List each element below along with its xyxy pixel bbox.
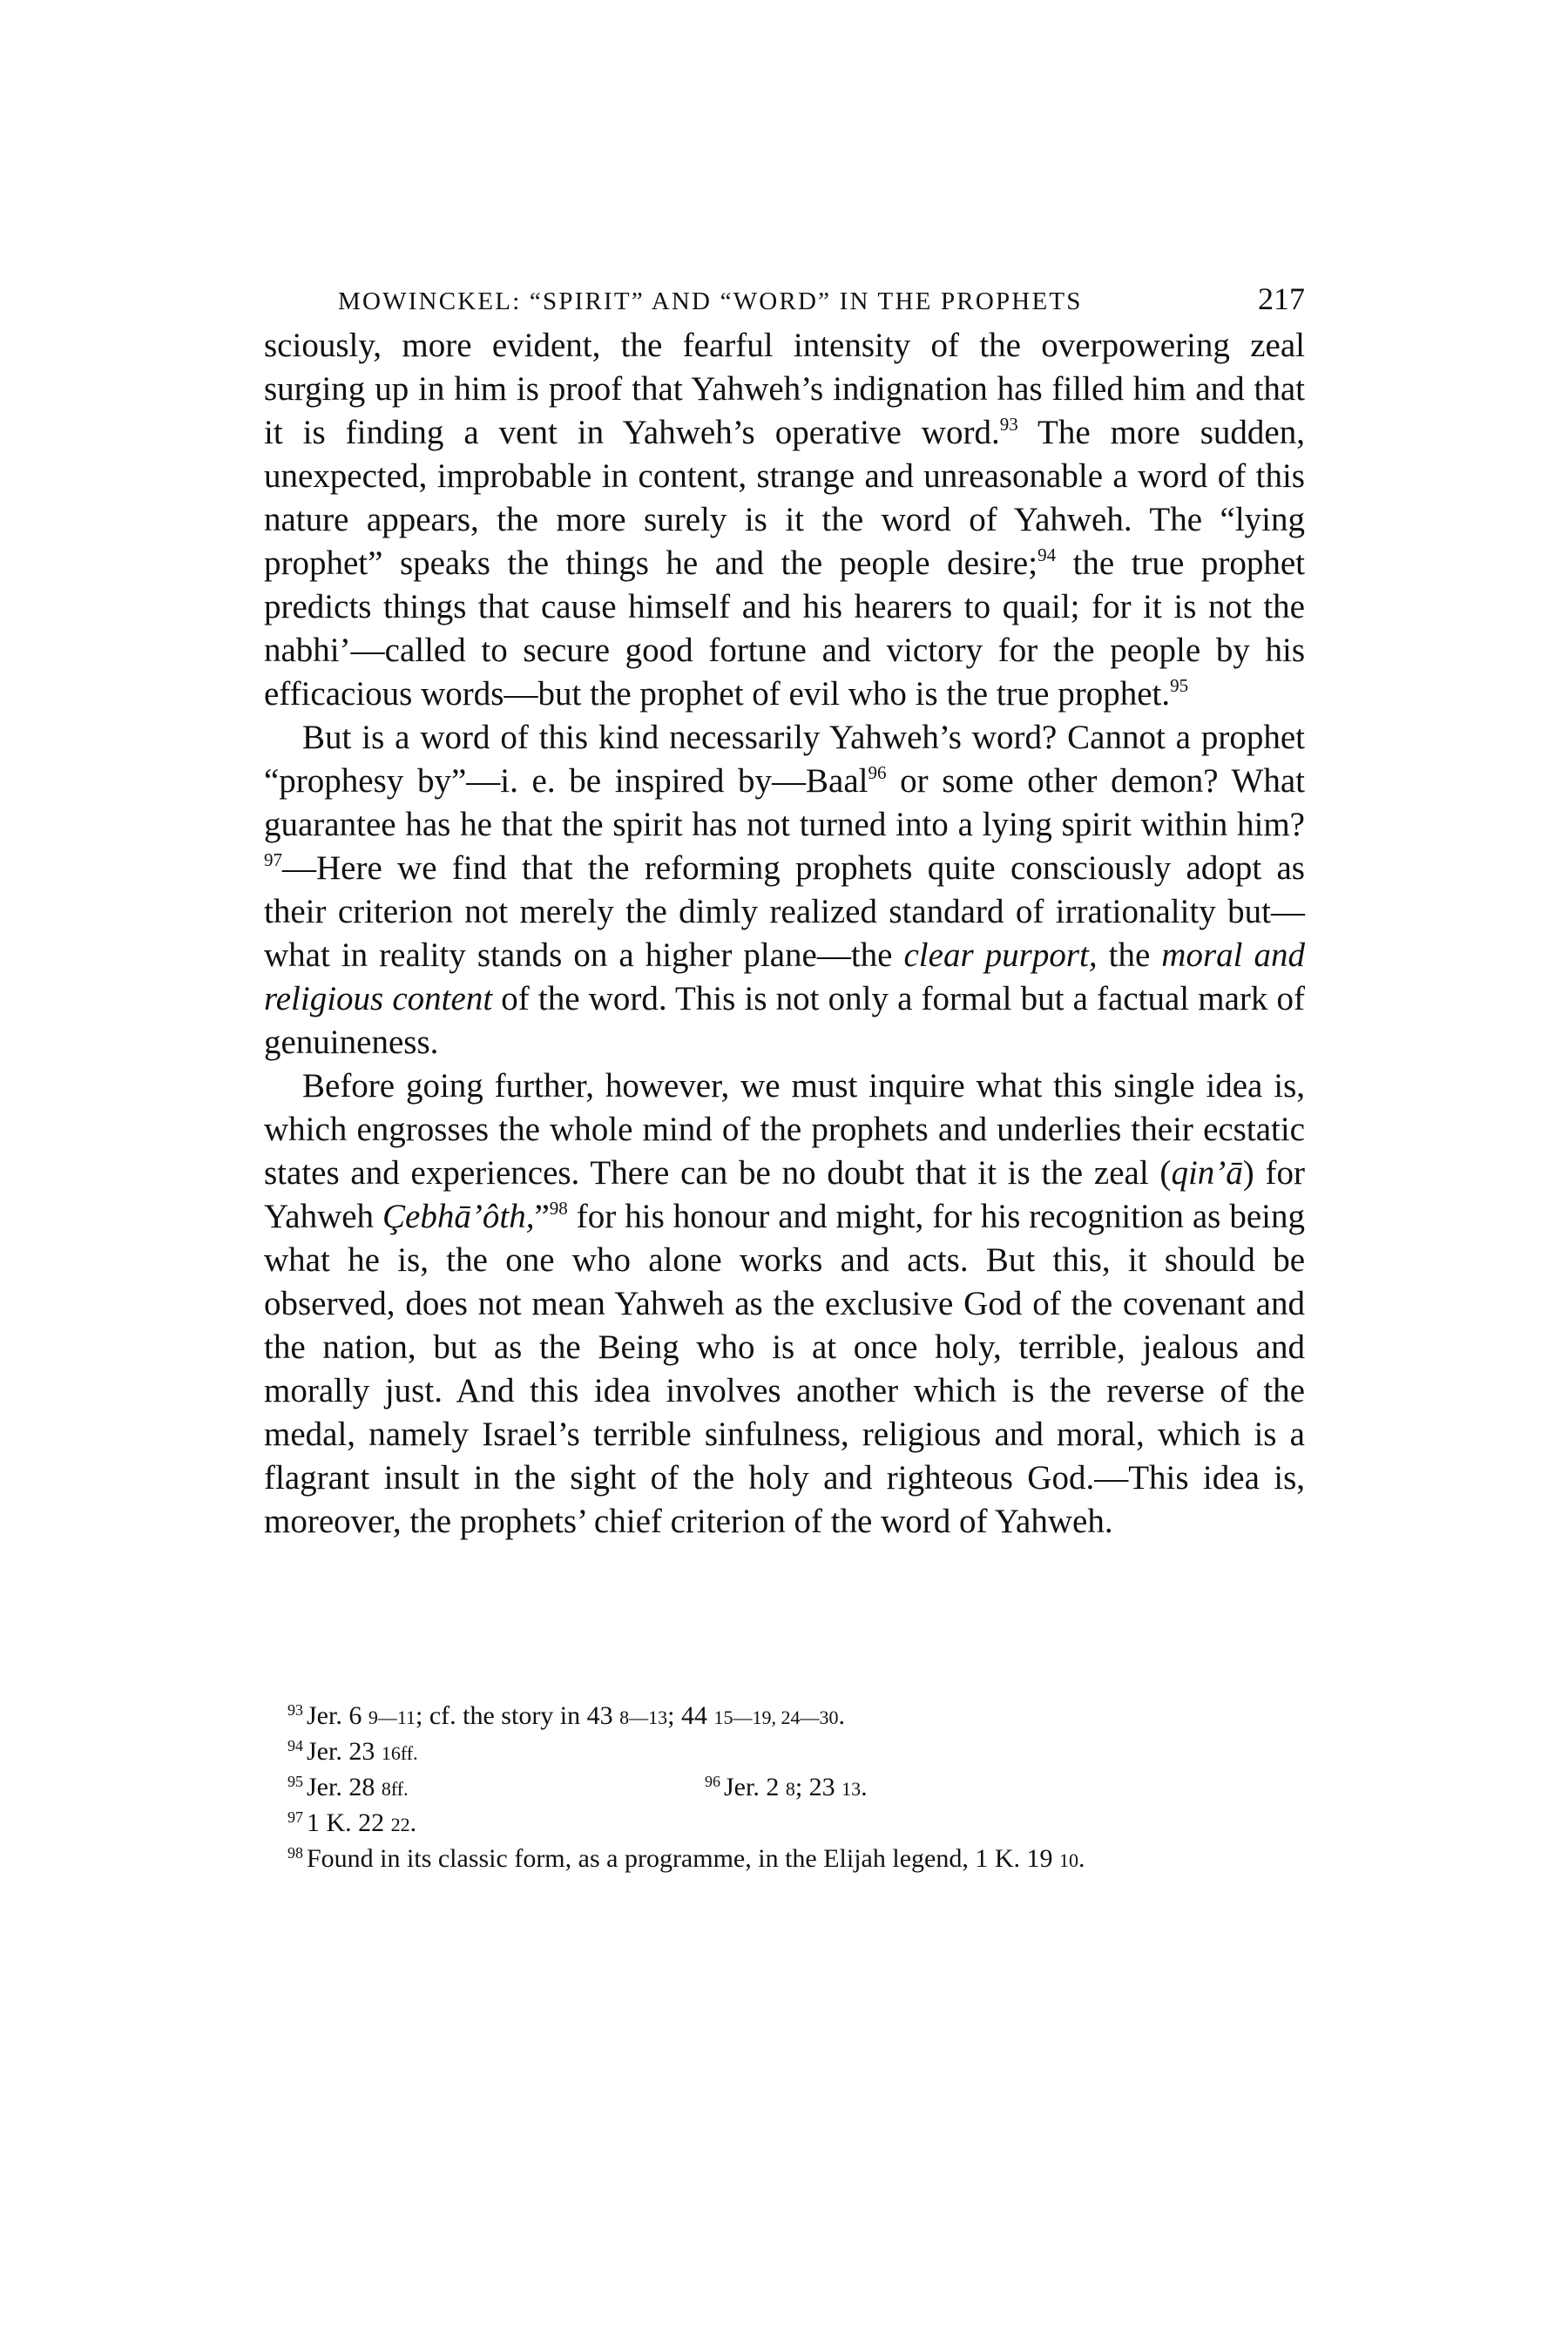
footnote-mark: 93 bbox=[287, 1701, 303, 1719]
footnote-text: Jer. 6 bbox=[307, 1701, 368, 1730]
footnote-98 bbox=[287, 1842, 1311, 1877]
page-number: 217 bbox=[1258, 281, 1305, 316]
footnote-mark: 95 bbox=[287, 1773, 303, 1790]
footnote-text: Found in its classic form, as a programme, in the Elijah legend, 1 K. 19 bbox=[307, 1844, 1059, 1873]
footnote-93 bbox=[287, 1699, 1311, 1734]
footnote-97 bbox=[287, 1806, 1311, 1842]
verse-ref: 10 bbox=[1059, 1849, 1078, 1871]
footnote-text: Jer. 23 bbox=[307, 1737, 382, 1766]
text-run: sciously, more evident, the fearful intensity of the overpowering zeal surging up in him is proof that Yahweh’s indignation has filled him and that it is finding a vent in Yahweh’s operative word. bbox=[264, 327, 1305, 451]
footnote-mark: 98 bbox=[287, 1844, 303, 1862]
verse-ref: 9—11 bbox=[368, 1707, 416, 1728]
italic-clear-purport: clear purport, bbox=[903, 936, 1098, 974]
footnote-ref-97: 97 bbox=[264, 849, 282, 870]
text-run: of the word. This is not only a formal but a factual mark of genuineness. bbox=[264, 980, 1306, 1061]
text-run: —Here we find that the reforming prophets quite consciously adopt as their criterion not merely the dimly realized standard of irrationality but—what in reality stands on a higher plane—the bbox=[264, 849, 1305, 974]
footnote-mark: 94 bbox=[287, 1737, 303, 1754]
footnote-ref-98: 98 bbox=[549, 1198, 568, 1219]
footnote-text: Jer. 28 bbox=[307, 1773, 382, 1801]
italic-cebhaoth: Çebhā’ôth, bbox=[382, 1198, 535, 1235]
text-run: the bbox=[1097, 936, 1162, 974]
verse-ref: 8—13 bbox=[619, 1707, 668, 1728]
running-head bbox=[338, 280, 1305, 317]
italic-qina: qin’ā bbox=[1171, 1154, 1243, 1192]
footnote-94 bbox=[287, 1734, 1311, 1770]
verse-ref: 13 bbox=[841, 1778, 862, 1800]
footnote-text: ; 23 bbox=[794, 1773, 842, 1801]
footnote-text: ; cf. the story in 43 bbox=[416, 1701, 620, 1730]
footnote-96 bbox=[705, 1770, 868, 1806]
footnote-ref-93: 93 bbox=[999, 414, 1018, 435]
text-run: or some other demon? What guarantee has he that the spirit has not turned into a lying spirit within him? bbox=[264, 762, 1305, 843]
footnote-text: ; 44 bbox=[667, 1701, 714, 1730]
text-run: for his honour and might, for his recognition as being what he is, the one who alone works and acts. But this, it should be observed, does not mean Yahweh as the exclusive God of the covenant and the nation, but as the Being who is at once holy, terrible, jealous and morally just. And this idea involves another which is the reverse of the medal, namely Israel’s terrible sinfulness, religious and moral, which is a flagrant insult in the sight of the holy and righteous God.—This idea is, moreover, the prophets’ chief criterion of the word of Yahweh. bbox=[264, 1198, 1305, 1540]
footnote-mark: 97 bbox=[287, 1808, 303, 1826]
body-text bbox=[264, 324, 1305, 1544]
footnotes bbox=[287, 1699, 1311, 1877]
footnote-ref-95: 95 bbox=[1170, 675, 1189, 696]
footnote-text: Jer. 2 bbox=[724, 1773, 786, 1801]
verse-ref: 16ff. bbox=[381, 1742, 418, 1764]
footnote-text: . bbox=[409, 1808, 417, 1837]
verse-ref: 22 bbox=[390, 1814, 410, 1835]
text-run: But is a word of this kind necessarily Yahweh’s word? Cannot a prophet “prophesy by”—i. e. be inspired by—Baal bbox=[264, 719, 1305, 800]
footnote-text: . bbox=[1078, 1844, 1085, 1873]
footnote-text: 1 K. 22 bbox=[307, 1808, 391, 1837]
footnote-row bbox=[287, 1770, 1311, 1806]
footnote-ref-94: 94 bbox=[1037, 544, 1057, 565]
footnote-mark: 96 bbox=[705, 1773, 720, 1790]
text-run: ) for Yahweh bbox=[264, 1154, 1306, 1235]
verse-ref: 15—19, 24—30 bbox=[713, 1707, 839, 1728]
running-title: MOWINCKEL: “SPIRIT” AND “WORD” IN THE PROPHETS bbox=[338, 287, 1083, 315]
footnote-95 bbox=[287, 1770, 705, 1806]
verse-ref: 8 bbox=[785, 1778, 795, 1800]
footnote-text: . bbox=[861, 1773, 868, 1801]
paragraph-1 bbox=[264, 324, 1305, 716]
verse-ref: 8ff. bbox=[381, 1778, 409, 1800]
footnote-text: . bbox=[838, 1701, 845, 1730]
footnote-ref-96: 96 bbox=[868, 762, 887, 783]
paragraph-2 bbox=[264, 716, 1305, 1064]
paragraph-3 bbox=[264, 1064, 1305, 1544]
text-run: The more sudden, unexpected, improbable in content, strange and unreasonable a word of this nature appears, the more surely is it the word of Yahweh. The “lying prophet” speaks the things he and the people desire; bbox=[264, 414, 1305, 582]
text-run: the true prophet predicts things that cause himself and his hearers to quail; for it is not the nabhi’—called to secure good fortune and victory for the people by his efficacious words—but the prophet of evil who is the true prophet. bbox=[264, 544, 1305, 713]
italic-moral-religious-content: moral and religious content bbox=[264, 936, 1305, 1017]
text-run: ” bbox=[534, 1198, 550, 1235]
text-run: Before going further, however, we must inquire what this single idea is, which engrosses the whole mind of the prophets and underlies their ecstatic states and experiences. There can be no doubt that it is the zeal ( bbox=[264, 1067, 1305, 1192]
